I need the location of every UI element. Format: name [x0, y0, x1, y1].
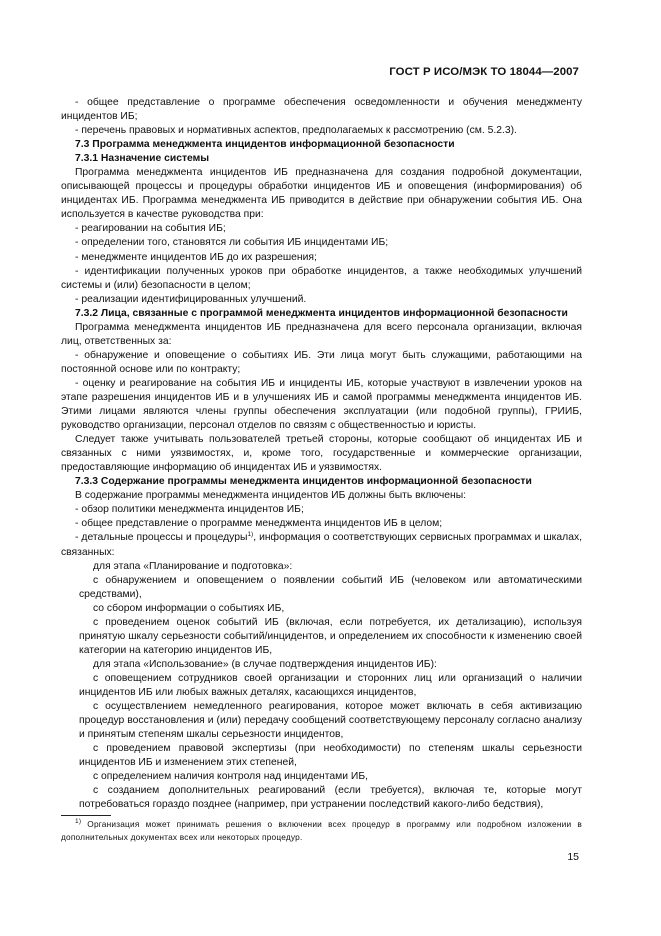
paragraph-text: с обнаружением и оповещением о появлении событий ИБ (человеком или автоматическими средствами), — [79, 574, 582, 600]
paragraph-text: с проведением оценок событий ИБ (включая, если потребуется, их детализацию), используя принятую шкалу серьезности событий/инцидентов, и определением их способности к изменению своей категории на категорию инцидентов ИБ, — [79, 616, 582, 656]
paragraph-text: - определении того, становятся ли события ИБ инцидентами ИБ; — [75, 237, 389, 249]
paragraph-text: со сбором информации о событиях ИБ, — [93, 602, 285, 614]
footnote-marker: 1) — [75, 818, 82, 825]
paragraph — [61, 433, 582, 475]
paragraph-text: 7.3.1 Назначение системы — [75, 153, 210, 165]
paragraph-text: для этапа «Планирование и подготовка»: — [93, 560, 293, 572]
paragraph-text: - обзор политики менеджмента инцидентов ИБ; — [75, 504, 304, 516]
paragraph — [61, 658, 582, 672]
paragraph-text: с осуществлением немедленного реагирования, которое может включать в себя активизацию процедур восстановления и (или) передачу сообщений соответствующему персоналу согласно анализу и принятым степеням шкалы серьезности инцидентов, — [79, 701, 582, 741]
paragraph-text: - реализации идентифицированных улучшений. — [75, 293, 307, 305]
paragraph — [61, 574, 582, 602]
paragraph-text: Следует также учитывать пользователей третьей стороны, которые сообщают об инцидентах ИБ и связанных с ними уязвимостях, и, кроме того, государственные и коммерческие организации, предоставляющие информацию об инцидентах ИБ и уязвимостях. — [61, 434, 582, 474]
paragraph-text: 7.3.2 Лица, связанные с программой менеджмента инцидентов информационной безопасности — [75, 307, 568, 319]
paragraph — [61, 672, 582, 700]
paragraph-text: Программа менеджмента инцидентов ИБ предназначена для всего персонала организации, включая лиц, ответственных за: — [61, 321, 582, 347]
paragraph-text: - общее представление о программе обеспечения осведомленности и обучения менеджменту инцидентов ИБ; — [61, 97, 582, 123]
paragraph-text: - менеджменте инцидентов ИБ до их разрешения; — [75, 251, 317, 263]
paragraph — [61, 251, 582, 265]
footnote-separator — [61, 815, 111, 816]
paragraph-text: для этапа «Использование» (в случае подтверждения инцидентов ИБ): — [93, 658, 437, 670]
paragraph-text: - детальные процессы и процедуры — [75, 532, 248, 544]
section-heading — [61, 138, 582, 152]
paragraph-text: с созданием дополнительных реагирований (если требуется), включая те, которые могут потребоваться гораздо позднее (например, при устранении последствий какого-либо бедствия), — [79, 785, 582, 811]
paragraph-text: - реагировании на события ИБ; — [75, 223, 226, 235]
section-heading — [61, 307, 582, 321]
paragraph-text: - обнаружение и оповещение о событиях ИБ. Эти лица могут быть служащими, работающими на постоянной основе или по контракту; — [61, 349, 582, 375]
paragraph — [61, 321, 582, 349]
paragraph-text: с оповещением сотрудников своей организации и сторонних лиц или организаций о наличии инцидентов ИБ или любых важных деталях, касающихся инцидентов, — [79, 672, 582, 698]
paragraph — [61, 602, 582, 616]
paragraph-text: 7.3.3 Содержание программы менеджмента инцидентов информационной безопасности — [75, 476, 532, 488]
paragraph — [61, 531, 582, 559]
paragraph — [61, 770, 582, 784]
footnote — [61, 818, 582, 843]
page-number: 15 — [567, 851, 579, 863]
paragraph — [61, 236, 582, 250]
paragraph-text: с проведением правовой экспертизы (при необходимости) по степеням шкалы серьезности инцидентов ИБ и изменением этих степеней, — [79, 743, 582, 769]
paragraph — [61, 222, 582, 236]
paragraph-text: - общее представление о программе менеджмента инцидентов ИБ в целом; — [75, 518, 443, 530]
paragraph-text: - идентификации полученных уроков при обработке инцидентов, а также необходимых улучшений системы и (или) безопасности в целом; — [61, 265, 582, 291]
paragraph — [61, 96, 582, 124]
paragraph-text: - оценку и реагирование на события ИБ и инциденты ИБ, которые участвуют в извлечении уроков на этапе разрешения инцидентов ИБ и в улучшениях ИБ и самой программы менеджмента инцидентов ИБ. Этими лицами являются члены группы обеспечения эксплуатации (или подобной группы), ГРИИБ, руководство организации, персонал отделов по связям с общественностью и юристы. — [61, 377, 582, 432]
paragraph — [61, 489, 582, 503]
paragraph-text: - перечень правовых и нормативных аспектов, предполагаемых к рассмотрению (см. 5.2.3). — [75, 125, 517, 137]
paragraph-text: , информация о соответствующих сервисных программах и шкалах, связанных: — [61, 532, 583, 558]
paragraph — [61, 265, 582, 293]
document-header: ГОСТ Р ИСО/МЭК ТО 18044—2007 — [389, 66, 579, 78]
paragraph — [61, 503, 582, 517]
footnote-text: Организация может принимать решения о включении всех процедур в программу или подробном изложении в дополнительных документах всех или некоторых процедур. — [61, 819, 582, 842]
paragraph — [61, 616, 582, 658]
paragraph — [61, 784, 582, 812]
paragraph — [61, 700, 582, 742]
paragraph — [61, 517, 582, 531]
section-heading — [61, 475, 582, 489]
paragraph — [61, 166, 582, 222]
paragraph-text: Программа менеджмента инцидентов ИБ предназначена для создания подробной документации, описывающей процессы и процедуры обработки инцидентов ИБ и оповещения (информирования) об инцидентах ИБ. Программа менеджмента ИБ приводится в действие при обнаружении события ИБ. Она используется в качестве руководства при: — [61, 167, 582, 221]
paragraph-text: 7.3 Программа менеджмента инцидентов информационной безопасности — [75, 139, 455, 151]
footnote-reference: 1) — [247, 531, 254, 539]
paragraph — [61, 560, 582, 574]
paragraph-text: с определением наличия контроля над инцидентами ИБ, — [93, 771, 368, 783]
paragraph — [61, 124, 582, 138]
document-body — [61, 96, 582, 812]
paragraph — [61, 349, 582, 377]
paragraph — [61, 293, 582, 307]
paragraph-text: В содержание программы менеджмента инцидентов ИБ должны быть включены: — [75, 490, 467, 502]
paragraph — [61, 742, 582, 770]
section-heading — [61, 152, 582, 166]
paragraph — [61, 377, 582, 433]
